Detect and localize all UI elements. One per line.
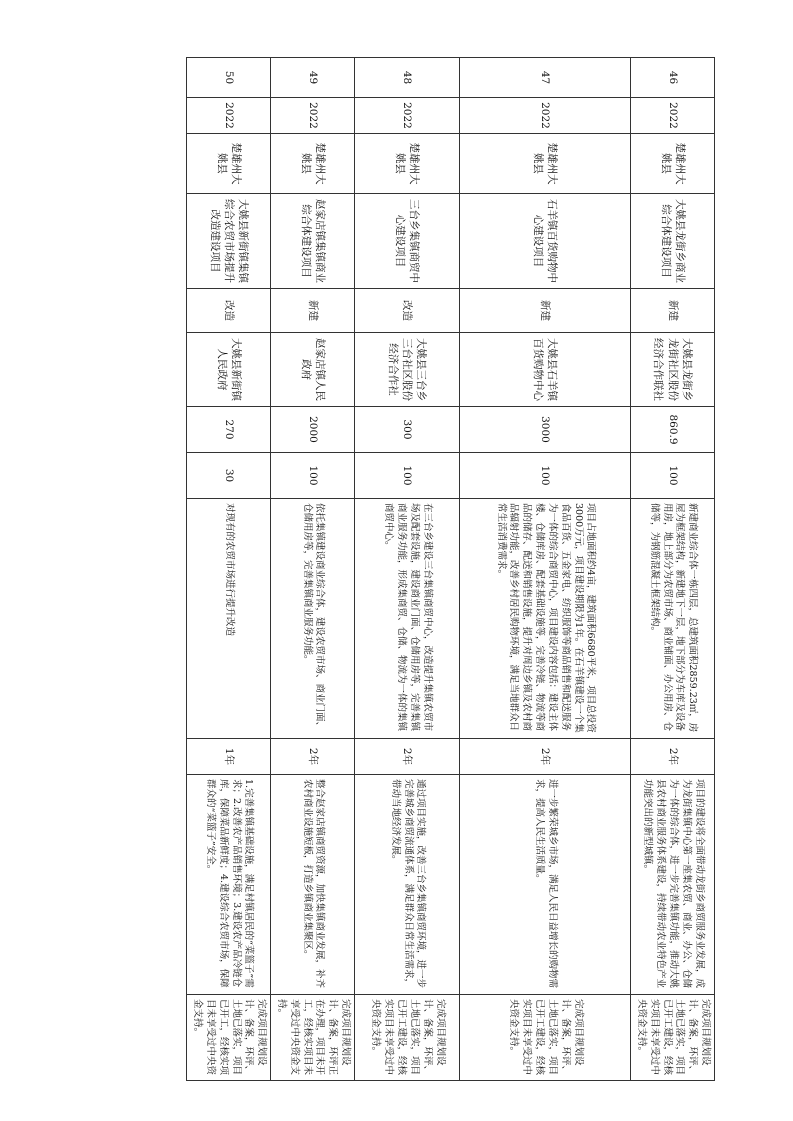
- table-row: [631, 58, 715, 1081]
- cell-content: 对现有的农贸市场进行提升改造: [187, 499, 271, 739]
- cell-invest: 2000: [271, 407, 355, 453]
- cell-type: 改造: [355, 289, 460, 333]
- cell-project-name: 大姚县龙街乡商业综合体建设项目: [631, 194, 715, 289]
- cell-year: 2022: [631, 98, 715, 134]
- cell-county: 楚雄州大姚县: [631, 134, 715, 194]
- table-row: [187, 58, 271, 1081]
- cell-year: 2022: [460, 98, 631, 134]
- cell-no: 50: [187, 58, 271, 98]
- cell-project-name: 三台乡集镇商贸中心建设项目: [355, 194, 460, 289]
- cell-invest: 300: [355, 407, 460, 453]
- cell-ratio: 30: [187, 453, 271, 499]
- cell-ratio: 100: [460, 453, 631, 499]
- cell-period: 1年: [187, 739, 271, 775]
- cell-progress: 完成项目规划设计、备案，环评、土地已落实，项目已开工建设，经核实项目未享受过中央资金支持。: [460, 995, 631, 1081]
- cell-type: 新建: [460, 289, 631, 333]
- cell-owner: 大姚县三台乡三台社区股份经济合作社: [355, 333, 460, 407]
- cell-progress: 完成项目规划设计、备案，环评、土地已落实，项目已开工，经核实项目未享受过中央资金支持。: [187, 995, 271, 1081]
- cell-invest: 3000: [460, 407, 631, 453]
- cell-ratio: 100: [355, 453, 460, 499]
- cell-content: 项目占地面积约4亩，建筑面积6680平米，项目总投资3000万元，项目建设期限为1年。在石羊镇建设一个集食品百货、五金家电、纺织服饰等商品销售和配送服务为一体的综合商贸中心，项目建设内容包括：建设主体楼、仓储库房、配套基础设施等，完善冷链、物流等商品的储存、配送和销售设施，提升对周边乡镇及农村商品辐射功能，改善乡村居民购物环境，满足当地群众日常生活消费需求。: [460, 499, 631, 739]
- cell-owner: 大姚县龙街乡龙街社区股份经济合作联社: [631, 333, 715, 407]
- cell-type: 改造: [187, 289, 271, 333]
- cell-project-name: 石羊镇百货购物中心建设项目: [460, 194, 631, 289]
- cell-year: 2022: [355, 98, 460, 134]
- cell-progress: 完成项目规划设计、备案，环评、土地已落实，项目已开工建设，经核实项目未享受过中央资金支持。: [355, 995, 460, 1081]
- cell-benefit: 1.完善集镇基础设施，满足村镇居民的“菜篮子”需求；2.改善农产品销售环境；3.建设农产品冷链仓库，保障菜品新鲜度；4.建设综合农贸市场，保障群众的“菜篮子”安全。: [187, 775, 271, 995]
- cell-owner: 赵家店镇人民政府: [271, 333, 355, 407]
- table-row: [460, 58, 631, 1081]
- cell-no: 48: [355, 58, 460, 98]
- cell-progress: 完成项目规划设计、备案，环评、土地已落实，项目已开工建设，经核实项目未享受过中央资金支持。: [631, 995, 715, 1081]
- cell-type: 新建: [631, 289, 715, 333]
- table-row: [355, 58, 460, 1081]
- cell-ratio: 100: [631, 453, 715, 499]
- cell-benefit: 整合赵家店镇商贸资源，加快集镇商业发展，补齐农村商业设施短板，打造乡镇商业集聚区。: [271, 775, 355, 995]
- cell-county: 楚雄州大姚县: [187, 134, 271, 194]
- cell-period: 2年: [460, 739, 631, 775]
- cell-invest: 860.9: [631, 407, 715, 453]
- cell-period: 2年: [631, 739, 715, 775]
- cell-no: 49: [271, 58, 355, 98]
- cell-owner: 大姚县新街镇人民政府: [187, 333, 271, 407]
- cell-county: 楚雄州大姚县: [355, 134, 460, 194]
- cell-benefit: 项目的建设将全面带动龙街乡商贸服务业发展，成为龙街集镇中心第一座集农贸、商业、办公、仓储为一体的综合体，进一步完善集镇功能，推动大姚县农村商业服务体系建设，持续带动农业特色产业功能突出的新型城镇。: [631, 775, 715, 995]
- rotated-table-container: [192, 57, 715, 1080]
- cell-project-name: 大姚县新街镇集镇综合农贸市场提升改造建设项目: [187, 194, 271, 289]
- cell-period: 2年: [271, 739, 355, 775]
- cell-content: 新建商业综合体一栋四层，总建筑面积2859.23㎡，房屋为框架结构，新建地下一层，地下部分为车库及设备用房，地上部分为农贸市场、商业铺面、办公用房、仓储等，为钢筋混凝土框架结构。: [631, 499, 715, 739]
- cell-progress: 完成项目规划设计、备案，环评正在办理，项目未开工，经核实项目未享受过中央资金支持。: [271, 995, 355, 1081]
- cell-county: 楚雄州大姚县: [271, 134, 355, 194]
- cell-benefit: 通过项目实施，改善三台乡集镇商贸环境，进一步完善城乡商贸流通体系，满足群众日常生活需求，带动当地经济发展。: [355, 775, 460, 995]
- cell-no: 47: [460, 58, 631, 98]
- cell-no: 46: [631, 58, 715, 98]
- cell-ratio: 100: [271, 453, 355, 499]
- cell-content: 依托集镇建设商业综合体，建设农贸市场、商业门面、仓储用房等，完善集镇商业服务功能。: [271, 499, 355, 739]
- table-row: [271, 58, 355, 1081]
- cell-invest: 270: [187, 407, 271, 453]
- cell-year: 2022: [187, 98, 271, 134]
- cell-period: 2年: [355, 739, 460, 775]
- cell-benefit: 进一步繁荣城乡市场，满足人民日益增长的购物需求，提高人民生活质量。: [460, 775, 631, 995]
- cell-type: 新建: [271, 289, 355, 333]
- cell-content: 在三台乡建设三台集镇商贸中心，改造提升集镇农贸市场及配套设施，建设商业门面、仓储用房等，完善集镇商业服务功能，形成集商贸、仓储、物流为一体的集镇商贸中心。: [355, 499, 460, 739]
- cell-county: 楚雄州大姚县: [460, 134, 631, 194]
- cell-year: 2022: [271, 98, 355, 134]
- cell-owner: 大姚县石羊镇百货购物中心: [460, 333, 631, 407]
- project-table: [186, 57, 715, 1081]
- cell-project-name: 赵家店镇集镇商业综合体建设项目: [271, 194, 355, 289]
